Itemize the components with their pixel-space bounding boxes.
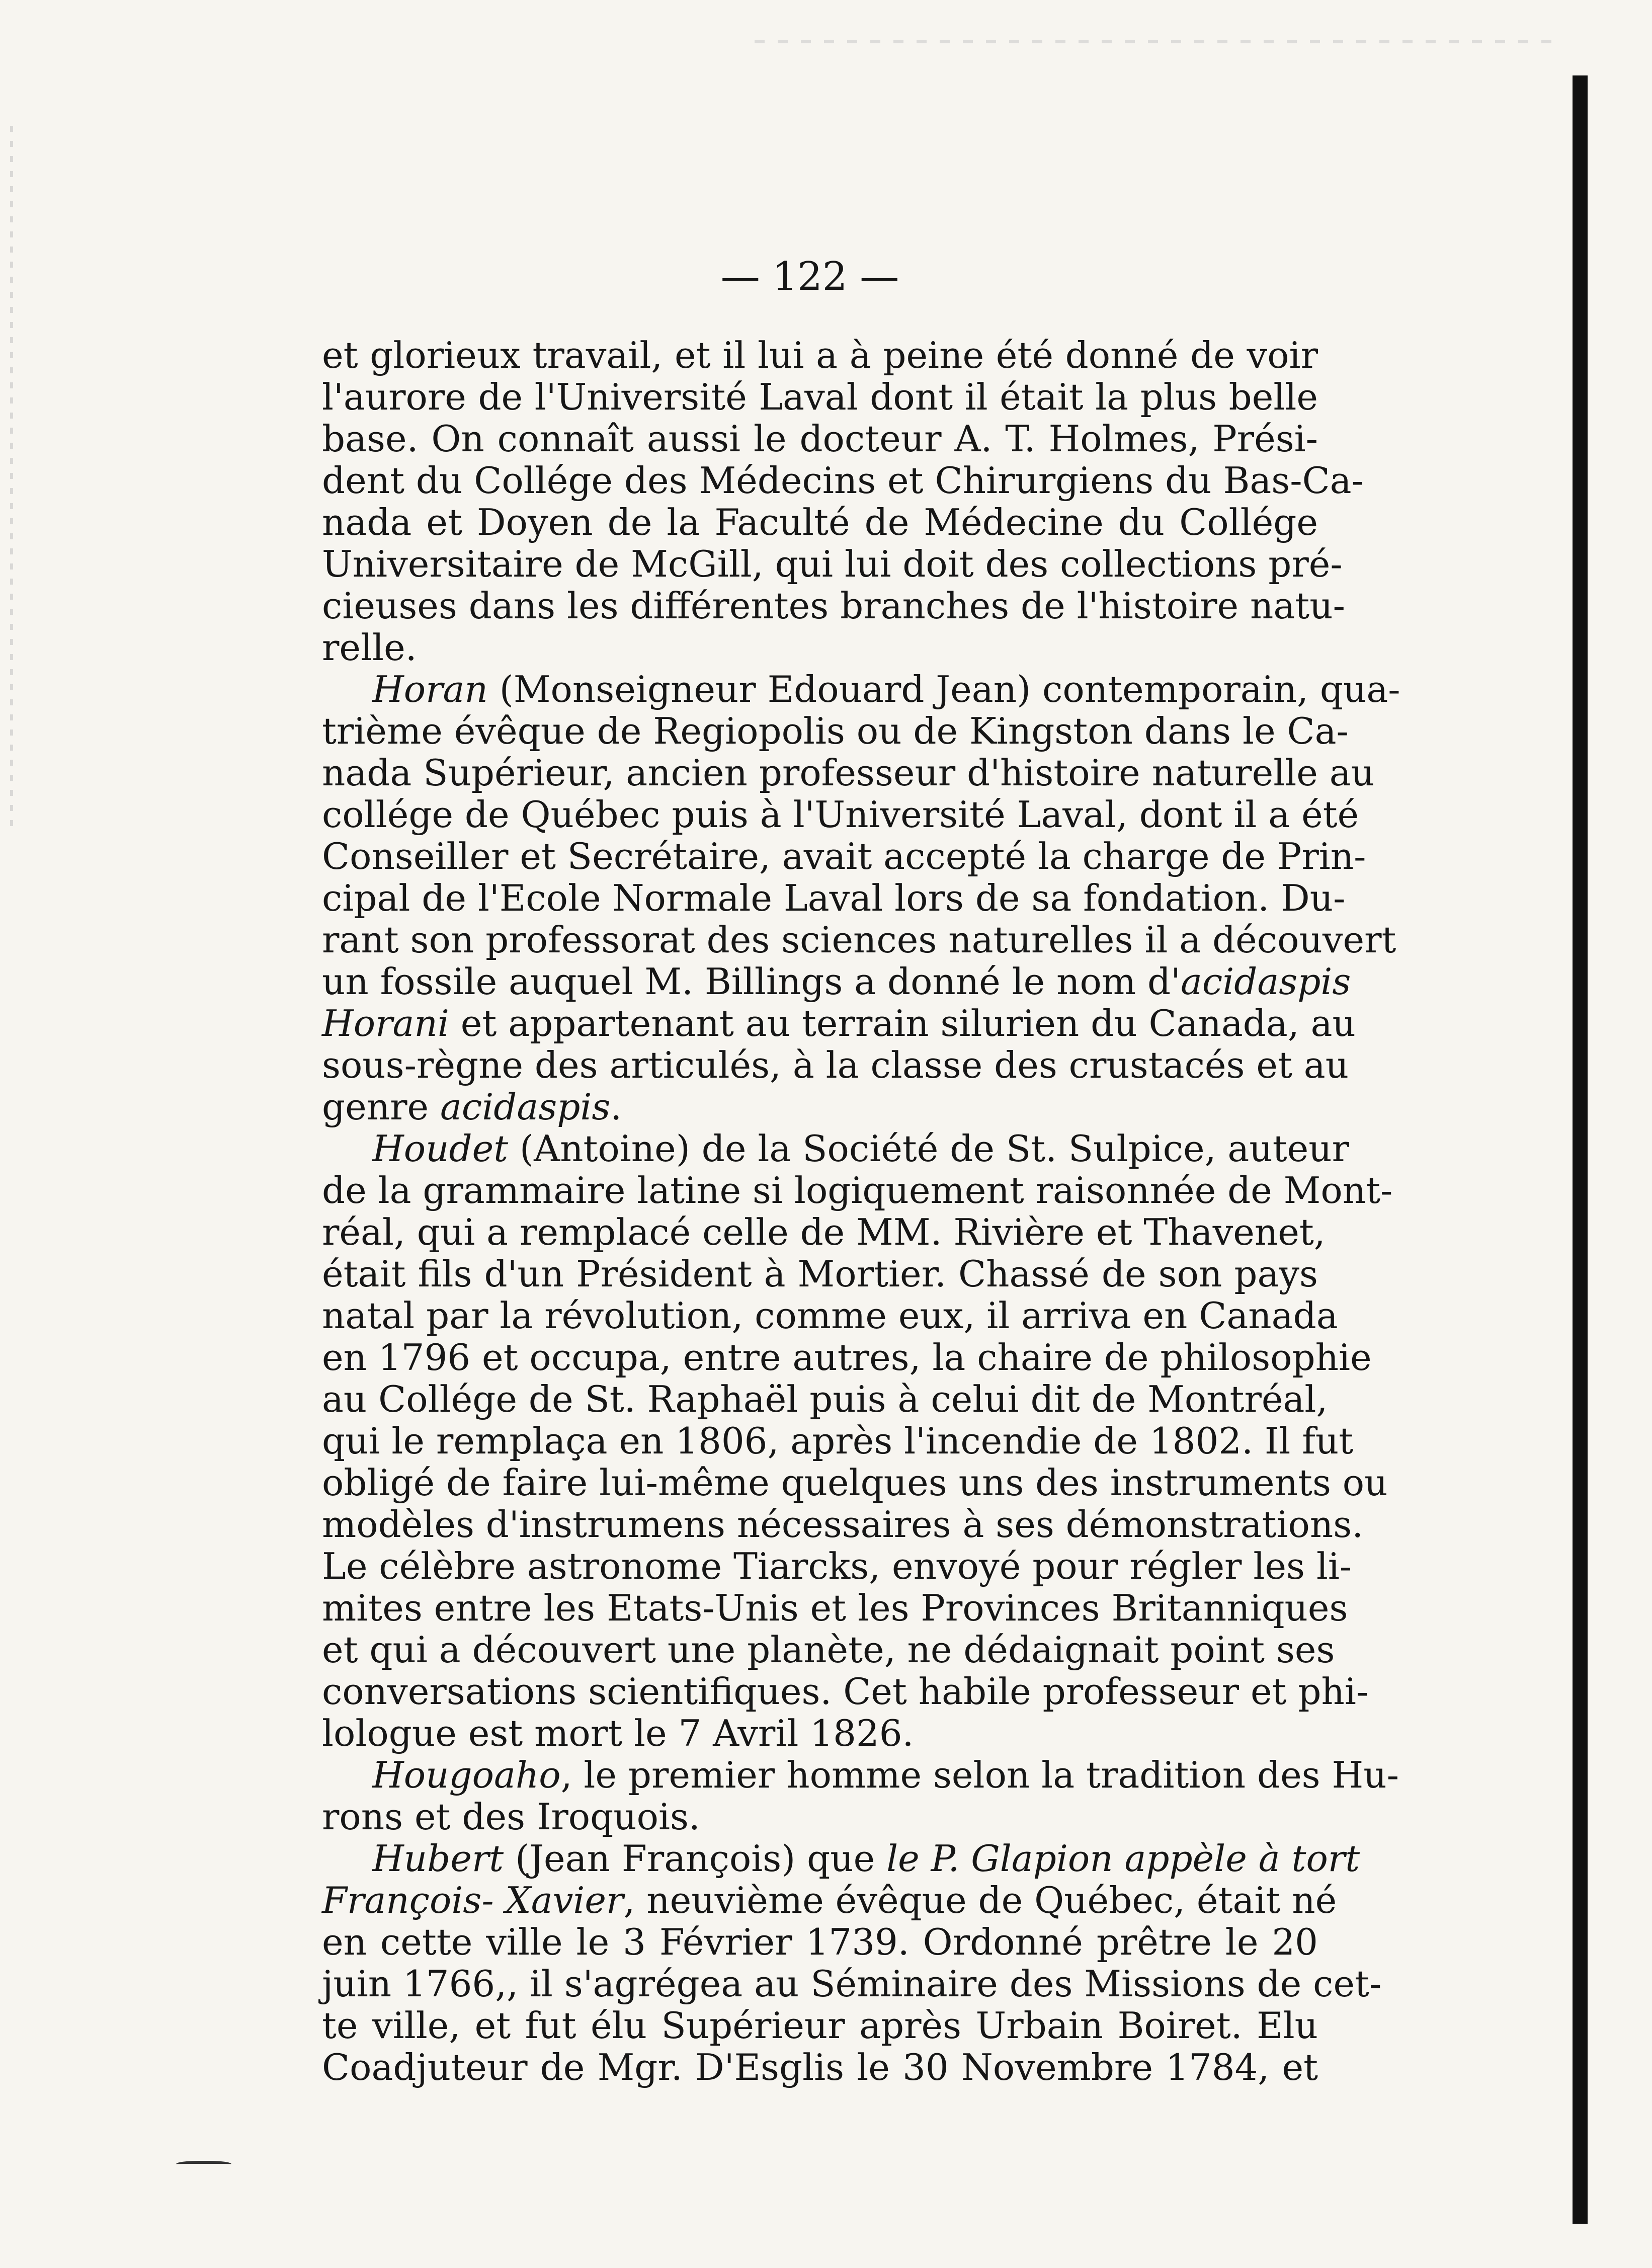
text-segment: obligé de faire lui-même quelques uns des instruments ou xyxy=(322,1462,1388,1504)
text-line xyxy=(322,627,1318,669)
text-line xyxy=(322,1587,1348,1629)
page-edge-right xyxy=(1573,75,1588,2224)
text-segment: , neuvième évêque de Québec, était né xyxy=(623,1879,1337,1921)
text-line xyxy=(322,376,1318,418)
italic-text: Hubert xyxy=(372,1837,504,1880)
text-segment: (Antoine) de la Société de St. Sulpice, auteur xyxy=(508,1127,1350,1170)
text-line xyxy=(322,1754,1399,1796)
text-line xyxy=(322,919,1396,961)
text-line xyxy=(322,1044,1349,1086)
text-line xyxy=(322,1086,1318,1128)
text-segment: de la grammaire latine si logiquement raisonnée de Mont- xyxy=(322,1169,1393,1211)
text-line xyxy=(322,459,1364,502)
text-segment: rons et des Iroquois. xyxy=(322,1796,700,1838)
text-segment: modèles d'instrumens nécessaires à ses démonstrations. xyxy=(322,1503,1364,1546)
text-segment: genre xyxy=(322,1086,440,1128)
text-segment: était fils d'un Président à Mortier. Chassé de son pays xyxy=(322,1253,1318,1295)
text-segment: l'aurore de l'Université Laval dont il était la plus belle xyxy=(322,376,1318,418)
text-line xyxy=(322,1837,1360,1880)
italic-text: Houdet xyxy=(372,1127,509,1170)
text-segment: qui le remplaça en 1806, après l'incendie de 1802. Il fut xyxy=(322,1420,1354,1462)
text-line xyxy=(322,1127,1350,1170)
text-line xyxy=(322,1713,1318,1754)
text-segment: (Jean François) que xyxy=(504,1837,887,1880)
text-segment: au Collége de St. Raphaël puis à celui dit de Montréal, xyxy=(322,1378,1328,1420)
text-line xyxy=(322,752,1375,794)
scan-noise xyxy=(755,40,1559,43)
text-line xyxy=(322,1336,1372,1379)
text-line xyxy=(322,1545,1352,1587)
text-line xyxy=(322,877,1346,919)
text-line xyxy=(322,502,1318,543)
text-segment: Coadjuteur de Mgr. D'Esglis le 30 Novembre 1784, et xyxy=(322,2046,1318,2088)
text-segment: . xyxy=(610,1086,622,1128)
text-segment: et glorieux travail, et il lui a à peine été donné de voir xyxy=(322,334,1318,376)
text-segment: lologue est mort le 7 Avril 1826. xyxy=(322,1712,914,1754)
text-segment: (Monseigneur Edouard Jean) contemporain, qua- xyxy=(487,668,1400,710)
page-edge-left xyxy=(10,126,13,830)
text-segment: trième évêque de Regiopolis ou de Kingston dans le Ca- xyxy=(322,710,1349,752)
text-line xyxy=(322,1420,1354,1462)
italic-text: Hougoaho xyxy=(372,1754,561,1796)
text-line xyxy=(322,668,1400,710)
text-segment: base. On connaît aussi le docteur A. T. Holmes, Prési- xyxy=(322,418,1318,460)
text-segment: réal, qui a remplacé celle de MM. Rivière et Thavenet, xyxy=(322,1211,1326,1253)
text-segment: conversations scientifiques. Cet habile professeur et phi- xyxy=(322,1670,1369,1713)
text-line xyxy=(322,1963,1382,2005)
text-segment: natal par la révolution, comme eux, il arriva en Canada xyxy=(322,1294,1338,1337)
text-segment: rant son professorat des sciences naturelles il a découvert xyxy=(322,919,1396,961)
text-line xyxy=(322,1796,1318,1838)
italic-text: Horan xyxy=(372,668,488,710)
text-line xyxy=(322,835,1366,877)
body-text xyxy=(322,334,1400,2088)
text-line xyxy=(322,1503,1364,1546)
text-segment: et qui a découvert une planète, ne dédaignait point ses xyxy=(322,1629,1335,1671)
text-segment: , le premier homme selon la tradition des Hu- xyxy=(560,1754,1399,1796)
text-segment: en cette ville le 3 Février 1739. Ordonné prêtre le 20 xyxy=(322,1921,1318,1963)
italic-text: François- Xavier xyxy=(322,1879,624,1921)
text-segment: collége de Québec puis à l'Université Laval, dont il a été xyxy=(322,793,1359,836)
text-segment: te ville, et fut élu Supérieur après Urbain Boiret. Elu xyxy=(322,2004,1318,2047)
text-segment: et appartenant au terrain silurien du Canada, au xyxy=(449,1002,1356,1044)
text-line xyxy=(322,1921,1318,1963)
text-line xyxy=(322,2047,1318,2088)
text-line xyxy=(322,2005,1318,2047)
text-segment: dent du Collége des Médecins et Chirurgiens du Bas-Ca- xyxy=(322,459,1364,502)
text-segment: en 1796 et occupa, entre autres, la chaire de philosophie xyxy=(322,1336,1372,1379)
text-segment: nada et Doyen de la Faculté de Médecine du Collége xyxy=(322,501,1318,543)
text-segment: cipal de l'Ecole Normale Laval lors de sa fondation. Du- xyxy=(322,877,1346,919)
text-segment: cieuses dans les différentes branches de l'histoire natu- xyxy=(322,585,1345,627)
text-line xyxy=(322,1294,1338,1337)
text-line xyxy=(322,1211,1326,1253)
text-segment: Le célèbre astronome Tiarcks, envoyé pour régler les li- xyxy=(322,1545,1352,1587)
text-segment: relle. xyxy=(322,626,417,669)
text-line xyxy=(322,1378,1328,1420)
text-line xyxy=(322,418,1318,460)
text-line xyxy=(322,543,1343,585)
text-line xyxy=(322,1169,1393,1211)
text-line xyxy=(322,585,1345,627)
page-number: — 122 — xyxy=(720,254,899,299)
text-line xyxy=(322,1002,1356,1044)
text-line xyxy=(322,1629,1335,1671)
text-segment: nada Supérieur, ancien professeur d'histoire naturelle au xyxy=(322,752,1375,794)
text-line xyxy=(322,1670,1369,1713)
ink-mark xyxy=(176,2161,231,2169)
text-line xyxy=(322,960,1351,1003)
italic-text: acidaspis xyxy=(1180,960,1351,1003)
text-segment: Universitaire de McGill, qui lui doit des collections pré- xyxy=(322,543,1343,585)
text-line xyxy=(322,1253,1318,1295)
text-line xyxy=(322,1462,1388,1504)
text-segment: mites entre les Etats-Unis et les Provinces Britanniques xyxy=(322,1587,1348,1629)
text-segment: sous-règne des articulés, à la classe des crustacés et au xyxy=(322,1044,1349,1086)
text-line xyxy=(322,335,1318,376)
text-line xyxy=(322,710,1349,752)
text-line xyxy=(322,793,1359,836)
text-segment: juin 1766,, il s'agrégea au Séminaire des Missions de cet- xyxy=(322,1963,1382,2005)
text-line xyxy=(322,1879,1337,1921)
text-segment: un fossile auquel M. Billings a donné le nom d' xyxy=(322,960,1181,1003)
italic-text: le P. Glapion appèle à tort xyxy=(886,1837,1360,1880)
italic-text: Horani xyxy=(322,1002,449,1044)
italic-text: acidaspis xyxy=(440,1086,611,1128)
text-segment: Conseiller et Secrétaire, avait accepté la charge de Prin- xyxy=(322,835,1366,877)
